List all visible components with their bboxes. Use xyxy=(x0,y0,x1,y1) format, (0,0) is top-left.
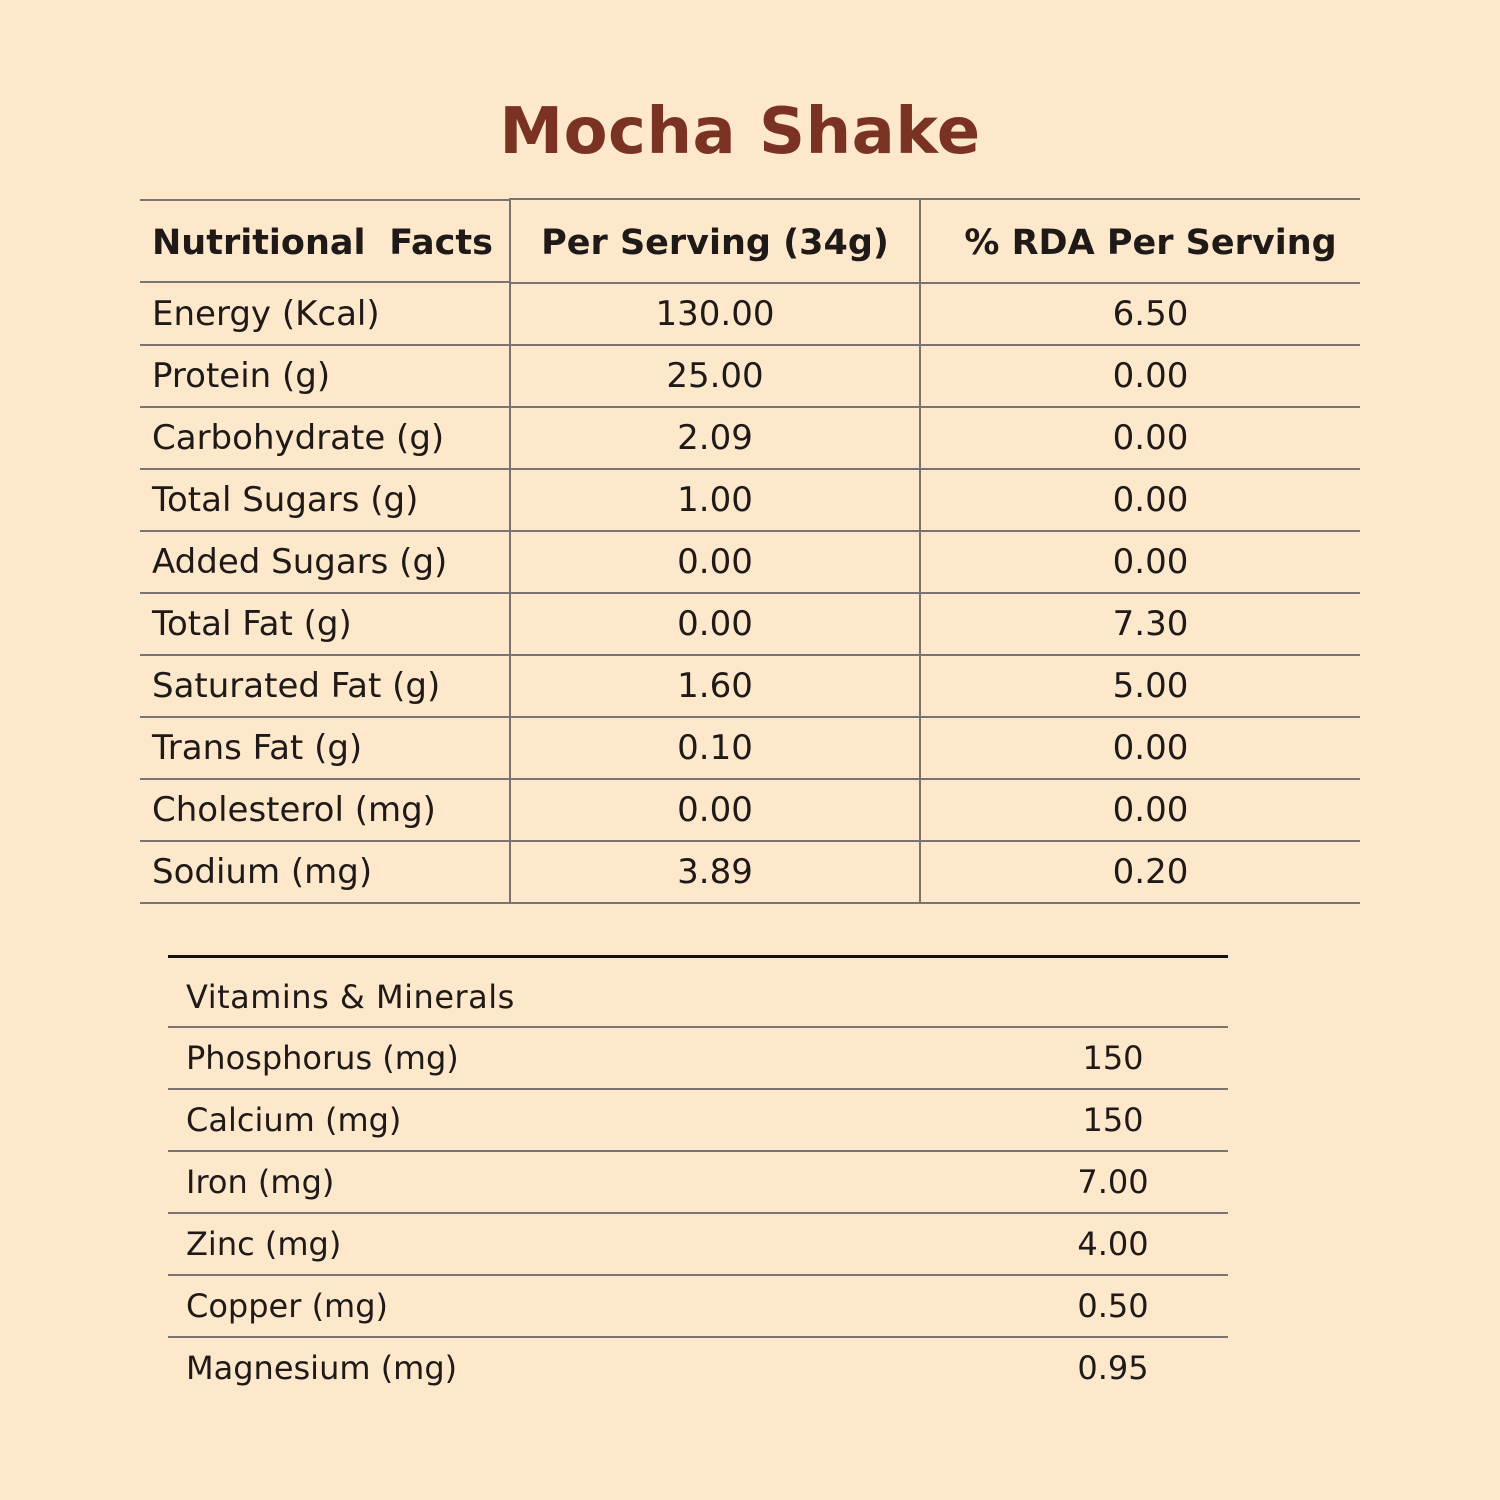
mineral-name: Zinc (mg) xyxy=(168,1213,1028,1275)
table-row xyxy=(140,283,1360,345)
table-row xyxy=(140,407,1360,469)
nutrient-value: 0.00 xyxy=(510,593,920,655)
header-nutritional: Nutritional xyxy=(152,223,366,263)
nutrient-name: Total Sugars (g) xyxy=(140,469,510,531)
table-row xyxy=(168,1275,1228,1337)
nutrient-name: Cholesterol (mg) xyxy=(140,779,510,841)
header-per-serving: Per Serving (34g) xyxy=(510,199,920,283)
table-row xyxy=(140,345,1360,407)
nutrient-rda: 0.00 xyxy=(920,779,1360,841)
mineral-name: Iron (mg) xyxy=(168,1151,1028,1213)
nutrient-rda: 6.50 xyxy=(920,283,1360,345)
nutrient-value: 1.60 xyxy=(510,655,920,717)
header-nutritional-facts xyxy=(140,199,509,283)
vitamins-header: Vitamins & Minerals xyxy=(168,957,1228,1027)
nutrient-value: 130.00 xyxy=(510,283,920,345)
mineral-name: Magnesium (mg) xyxy=(186,1348,458,1387)
nutrient-name: Protein (g) xyxy=(140,345,510,407)
nutrient-name: Saturated Fat (g) xyxy=(140,655,510,717)
table-row xyxy=(140,655,1360,717)
table-row xyxy=(140,717,1360,779)
nutrient-name: Total Fat (g) xyxy=(140,593,510,655)
nutrient-name: Energy (Kcal) xyxy=(140,283,510,345)
nutrient-rda: 0.00 xyxy=(920,345,1360,407)
nutrient-value: 1.00 xyxy=(510,469,920,531)
table-row xyxy=(168,1151,1228,1213)
nutrient-value: 0.10 xyxy=(510,717,920,779)
nutrition-header-row xyxy=(140,199,1360,283)
table-row xyxy=(140,779,1360,841)
nutrient-name: Added Sugars (g) xyxy=(140,531,510,593)
table-row xyxy=(168,1089,1228,1151)
header-rda: % RDA Per Serving xyxy=(920,199,1360,283)
vitamins-minerals-table xyxy=(168,955,1228,1398)
nutrient-rda: 0.00 xyxy=(920,531,1360,593)
nutrient-name: Trans Fat (g) xyxy=(140,717,510,779)
nutrient-rda: 5.00 xyxy=(920,655,1360,717)
mineral-name: Phosphorus (mg) xyxy=(168,1027,1028,1089)
nutrient-rda: 7.30 xyxy=(920,593,1360,655)
mineral-value: 150 xyxy=(1028,1089,1228,1151)
mineral-name: Calcium (mg) xyxy=(168,1089,1028,1151)
mineral-name: Copper (mg) xyxy=(168,1275,1028,1337)
table-row xyxy=(140,841,1360,903)
nutrient-name: Sodium (mg) xyxy=(140,841,510,903)
table-row xyxy=(140,469,1360,531)
nutrient-rda: 0.00 xyxy=(920,717,1360,779)
mineral-value: 0.50 xyxy=(1028,1275,1228,1337)
table-row xyxy=(168,1027,1228,1089)
nutrient-name: Carbohydrate (g) xyxy=(140,407,510,469)
nutrient-value: 3.89 xyxy=(510,841,920,903)
page-title: Mocha Shake xyxy=(499,95,981,169)
table-row xyxy=(140,531,1360,593)
nutrient-rda: 0.00 xyxy=(920,407,1360,469)
nutrient-value: 0.00 xyxy=(510,779,920,841)
mineral-value: 4.00 xyxy=(1028,1213,1228,1275)
nutrient-rda: 0.20 xyxy=(920,841,1360,903)
vitamins-header-row xyxy=(168,957,1228,1027)
table-row xyxy=(168,1213,1228,1275)
table-row xyxy=(168,1337,1228,1398)
nutrition-facts-table xyxy=(140,198,1360,904)
mineral-value: 150 xyxy=(1028,1027,1228,1089)
nutrient-value: 25.00 xyxy=(510,345,920,407)
nutrient-value: 0.00 xyxy=(510,531,920,593)
nutrient-rda: 0.00 xyxy=(920,469,1360,531)
mineral-value: 7.00 xyxy=(1028,1151,1228,1213)
mineral-value: 0.95 xyxy=(1077,1348,1149,1387)
nutrient-value: 2.09 xyxy=(510,407,920,469)
table-row xyxy=(140,593,1360,655)
header-facts: Facts xyxy=(389,223,493,263)
